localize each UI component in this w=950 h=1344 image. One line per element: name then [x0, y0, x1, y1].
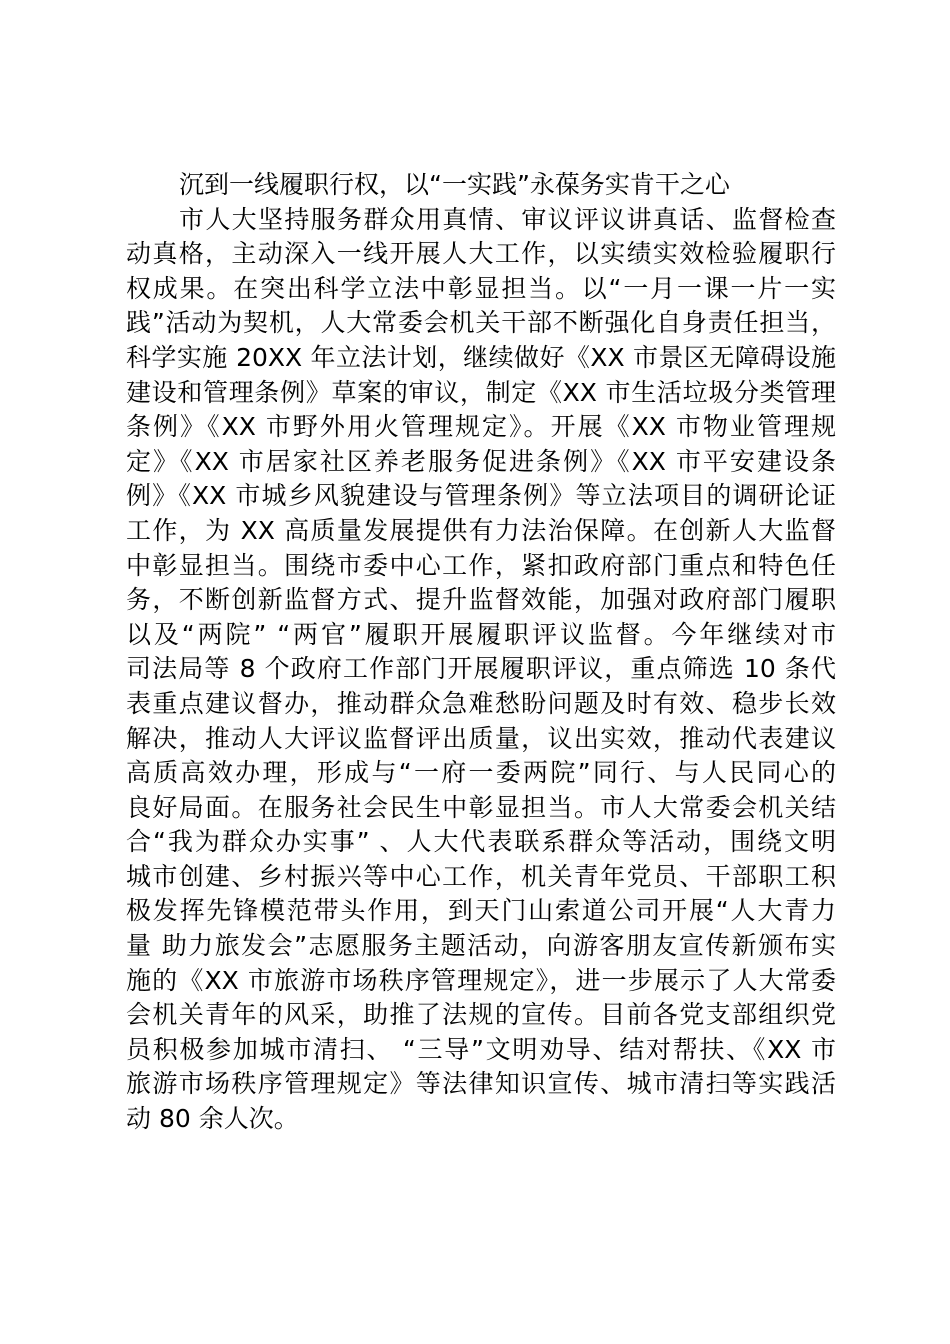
paragraph-line: 合“我为群众办实事” 、人大代表联系群众等活动，围绕文明 [126, 827, 836, 857]
paragraph-line: 动真格，主动深入一线开展人大工作，以实绩实效检验履职行 [126, 239, 836, 269]
document-body [126, 168, 836, 1137]
section-heading: 沉到一线履职行权，以“一实践”永葆务实肯干之心 [179, 170, 730, 199]
paragraph-line: 权成果。在突出科学立法中彰显担当。以“一月一课一片一实 [126, 273, 836, 303]
paragraph-line: 量 助力旅发会”志愿服务主题活动，向游客朋友宣传新颁布实 [126, 931, 836, 961]
paragraph-line: 中彰显担当。围绕市委中心工作，紧扣政府部门重点和特色任 [126, 550, 836, 580]
paragraph-line: 员积极参加城市清扫、 “三导”文明劝导、结对帮扶、《XX 市 [126, 1034, 836, 1064]
paragraph-line: 市人大坚持服务群众用真情、审议评议讲真话、监督检查 [179, 204, 836, 234]
paragraph-line: 会机关青年的风采，助推了法规的宣传。目前各党支部组织党 [126, 1000, 836, 1030]
paragraph-line: 践”活动为契机，人大常委会机关干部不断强化自身责任担当， [126, 308, 836, 338]
paragraph-line: 务，不断创新监督方式、提升监督效能，加强对政府部门履职 [126, 585, 836, 615]
paragraph-line: 极发挥先锋模范带头作用，到天门山索道公司开展“人大青力 [126, 896, 836, 926]
paragraph-line: 司法局等 8 个政府工作部门开展履职评议，重点筛选 10 条代 [126, 654, 836, 684]
paragraph-line: 以及“两院” “两官”履职开展履职评议监督。今年继续对市 [126, 619, 836, 649]
paragraph-line: 科学实施 20XX 年立法计划，继续做好《XX 市景区无障碍设施 [126, 342, 836, 372]
paragraph-line: 定》《XX 市居家社区养老服务促进条例》《XX 市平安建设条 [126, 446, 836, 476]
paragraph-line: 动 80 余人次。 [126, 1104, 299, 1134]
body-paragraph [126, 203, 836, 1137]
paragraph-line: 高质高效办理，形成与“一府一委两院”同行、与人民同心的 [126, 758, 836, 788]
paragraph-line: 表重点建议督办，推动群众急难愁盼问题及时有效、稳步长效 [126, 688, 836, 718]
paragraph-line: 良好局面。在服务社会民生中彰显担当。市人大常委会机关结 [126, 792, 836, 822]
paragraph-line: 施的《XX 市旅游市场秩序管理规定》，进一步展示了人大常委 [126, 965, 836, 995]
paragraph-line: 旅游市场秩序管理规定》等法律知识宣传、城市清扫等实践活 [126, 1069, 836, 1099]
paragraph-line: 城市创建、乡村振兴等中心工作，机关青年党员、干部职工积 [126, 861, 836, 891]
paragraph-line: 解决，推动人大评议监督评出质量，议出实效，推动代表建议 [126, 723, 836, 753]
paragraph-line: 建设和管理条例》草案的审议，制定《XX 市生活垃圾分类管理 [126, 377, 836, 407]
paragraph-line: 工作，为 XX 高质量发展提供有力法治保障。在创新人大监督 [126, 515, 836, 545]
paragraph-line: 条例》《XX 市野外用火管理规定》。开展《XX 市物业管理规 [126, 412, 836, 442]
paragraph-line: 例》《XX 市城乡风貌建设与管理条例》等立法项目的调研论证 [126, 481, 836, 511]
